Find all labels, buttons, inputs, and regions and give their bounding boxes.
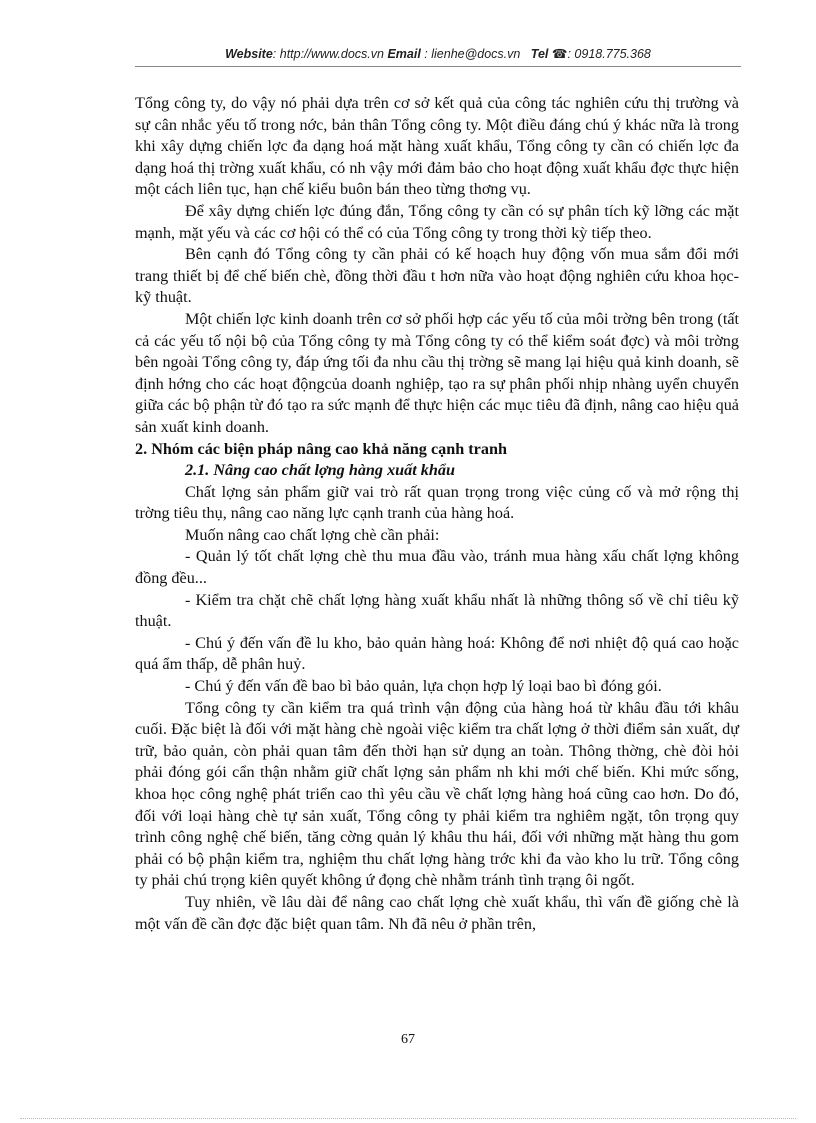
paragraph-6: Muốn nâng cao chất lợng chè cần phải: [185, 525, 440, 544]
tel-value: : 0918.775.368 [567, 47, 651, 61]
page-number: 67 [401, 1032, 415, 1047]
header-rule [135, 66, 741, 67]
section-heading-2: 2. Nhóm các biện pháp nâng cao khả năng cạnh tranh [135, 439, 507, 458]
email-label: Email [387, 47, 421, 61]
paragraph-3: Bên cạnh đó Tổng công ty cần phải có kế hoạch huy động vốn mua sắm đổi mới trang thiết bị để chế biến chè, đồng thời đầu t hơn nữa vào hoạt động nghiên cứu khoa học-kỹ thuật. [135, 245, 739, 307]
paragraph-7: Tổng công ty cần kiểm tra quá trình vận động của hàng hoá từ khâu đầu tới khâu cuối. Đặc biệt là đối với mặt hàng chè ngoài việc kiểm tra chất lợng ở thời điểm sản xuất, dự trữ, bảo quản, còn phải quan tâm đến thời hạn sử dụng an toàn. Thông thờng, chè đòi hỏi phải đóng gói cẩn thận nhằm giữ chất lợng sản phẩm nh khi mới chế biến. Khi mức sống, khoa học công nghệ phát triển cao thì yêu cầu về chất lợng hàng hoá cũng cao hơn. Do đó, đối với loại hàng chè tự sản xuất, Tổng công ty phải kiểm tra nghiêm ngặt, tôn trọng quy trình công nghệ chế biến, tăng cờng quản lý khâu thu hái, đối với những mặt hàng thu gom phải có bộ phận kiểm tra, nghiệm thu chất lợng hàng trớc khi đa vào kho lu trữ. Tổng công ty phải chú trọng kiên quyết không ứ đọng chè nhằm tránh tình trạng ôi ngốt. [135, 698, 739, 890]
tel-label: Tel [530, 47, 549, 61]
website-label: Website [225, 47, 273, 61]
bullet-item-3: - Chú ý đến vấn đề lu kho, bảo quản hàng hoá: Không để nơi nhiệt độ quá cao hoặc quá ẩm thấp, dễ phân huỷ. [135, 633, 739, 674]
page-header [135, 46, 741, 61]
paragraph-4: Một chiến lợc kinh doanh trên cơ sở phối hợp các yếu tố của môi trờng bên trong (tất cả các yếu tố nội bộ của Tổng công ty mà Tổng công ty có thể kiểm soát đợc) và môi trờng bên ngoài Tổng công ty, đáp ứng tối đa nhu cầu thị trờng sẽ mang lại hiệu quả kinh doanh, sẽ định hớng cho các hoạt độngcủa doanh nghiệp, tạo ra sự phân phối nhịp nhàng uyển chuyển giữa các bộ phận từ đó tạo ra sức mạnh để thực hiện các mục tiêu đã định, nâng cao hiệu quả sản xuất kinh doanh. [135, 309, 739, 436]
email-value: : lienhe@docs.vn [420, 47, 521, 61]
document-body [135, 93, 739, 935]
bullet-item-2: - Kiểm tra chặt chẽ chất lợng hàng xuất khẩu nhất là những thông số về chỉ tiêu kỹ thuật. [135, 590, 739, 631]
paragraph-2: Để xây dựng chiến lợc đúng đắn, Tổng công ty cần có sự phân tích kỹ lỡng các mặt mạnh, mặt yếu và các cơ hội có thể có của Tổng công ty trong thời kỳ tiếp theo. [135, 201, 739, 242]
phone-icon: ☎ [551, 47, 568, 61]
bullet-item-1: - Quản lý tốt chất lợng chè thu mua đầu vào, tránh mua hàng xấu chất lợng không đồng đều... [135, 547, 739, 588]
paragraph-5: Chất lợng sản phẩm giữ vai trò rất quan trọng trong việc củng cố và mở rộng thị trờng tiêu thụ, nâng cao năng lực cạnh tranh của hàng hoá. [135, 482, 739, 523]
paragraph-1: Tổng công ty, do vậy nó phải dựa trên cơ sở kết quả của công tác nghiên cứu thị trường và sự cân nhắc yếu tố trong nớc, bản thân Tổng công ty. Một điều đáng chú ý khác nữa là trong khi xây dựng chiến lợc đa dạng hoá mặt hàng xuất khẩu, Tổng công ty cần có chiến lợc đa dạng hoá thị trờng xuất khẩu, có nh vậy mới đảm bảo cho hoạt động xuất khẩu đợc thực hiện một cách liên tục, hạn chế kiểu buôn bán theo từng thơng vụ. [135, 94, 739, 199]
website-value: : http://www.docs.vn [272, 47, 384, 61]
bottom-dotted-line [20, 1118, 796, 1119]
paragraph-8: Tuy nhiên, về lâu dài để nâng cao chất lợng chè xuất khẩu, thì vấn đề giống chè là một vấn đề cần đợc đặc biệt quan tâm. Nh đã nêu ở phần trên, [135, 892, 739, 933]
subsection-heading-2-1: 2.1. Nâng cao chất lợng hàng xuất khẩu [185, 461, 455, 480]
bullet-item-4: - Chú ý đến vấn đề bao bì bảo quản, lựa chọn hợp lý loại bao bì đóng gói. [185, 677, 662, 696]
